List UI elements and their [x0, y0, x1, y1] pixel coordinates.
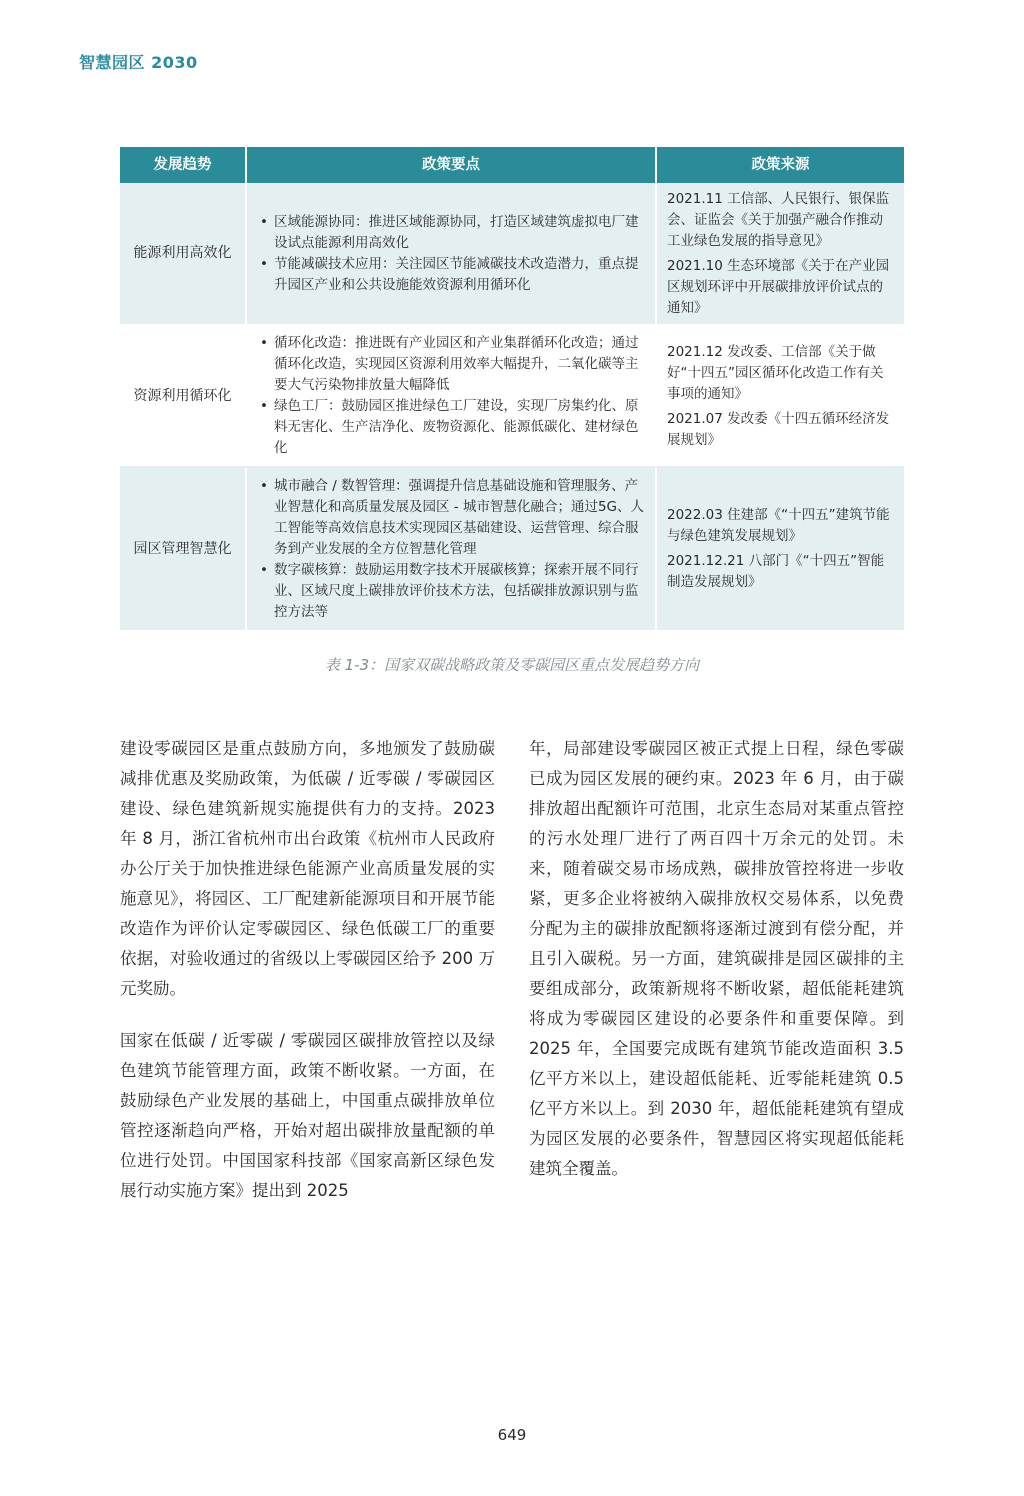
trend-cell: 能源利用高效化 — [120, 183, 246, 325]
running-title: 智慧园区 2030 — [79, 53, 198, 72]
policy-point: • 绿色工厂：鼓励园区推进绿色工厂建设，实现厂房集约化、原料无害化、生产洁净化、废物资源化、能源低碳化、建材绿色化 — [257, 396, 645, 459]
policy-point: • 循环化改造：推进既有产业园区和产业集群循环化改造；通过循环化改造，实现园区资源利用效率大幅提升，二氧化碳等主要大气污染物排放量大幅降低 — [257, 333, 645, 396]
body-paragraph: 国家在低碳 / 近零碳 / 零碳园区碳排放管控以及绿色建筑节能管理方面，政策不断收紧。一方面，在鼓励绿色产业发展的基础上，中国重点碳排放单位管控逐渐趋向严格，开始对超出碳排放量配额的单位进行处罚。中国国家科技部《国家高新区绿色发展行动实施方案》提出到 2025 — [120, 1031, 495, 1200]
column-header-source: 政策来源 — [656, 147, 904, 183]
policy-source: 2021.12 发改委、工信部《关于做好“十四五”园区循环化改造工作有关事项的通知》 — [667, 343, 884, 402]
points-cell — [246, 325, 656, 467]
source-cell — [656, 467, 904, 631]
points-cell — [246, 467, 656, 631]
table-header-row — [120, 147, 904, 183]
policy-source: 2021.10 生态环境部《关于在产业园区规划环评中开展碳排放评价试点的通知》 — [667, 257, 890, 316]
column-header-trend: 发展趋势 — [120, 147, 246, 183]
policy-point: • 数字碳核算：鼓励运用数字技术开展碳核算；探索开展不同行业、区域尺度上碳排放评价技术方法，包括碳排放源识别与监控方法等 — [257, 560, 645, 623]
policy-point: • 节能减碳技术应用：关注园区节能减碳技术改造潜力，重点提升园区产业和公共设施能效资源利用循环化 — [257, 254, 645, 296]
policy-point: • 区域能源协同：推进区域能源协同，打造区域建筑虚拟电厂建设试点能源利用高效化 — [257, 212, 645, 254]
body-column-left — [120, 734, 495, 1206]
source-cell — [656, 325, 904, 467]
body-column-right — [529, 734, 904, 1184]
points-cell — [246, 183, 656, 325]
table-row — [120, 183, 904, 325]
policy-source: 2021.07 发改委《十四五循环经济发展规划》 — [667, 410, 890, 448]
policy-source: 2021.12.21 八部门《“十四五”智能制造发展规划》 — [667, 553, 885, 590]
policy-source: 2021.11 工信部、人民银行、银保监会、证监会《关于加强产融合作推动工业绿色发展的指导意见》 — [667, 190, 890, 249]
column-header-points: 政策要点 — [246, 147, 656, 183]
source-cell — [656, 183, 904, 325]
policy-point: • 城市融合 / 数智管理：强调提升信息基础设施和管理服务、产业智慧化和高质量发展及园区 - 城市智慧化融合；通过5G、人工智能等高效信息技术实现园区基础建设、运营管理、综合服务到产业发展的全方位智慧化管理 — [257, 476, 645, 560]
policy-source: 2022.03 住建部《“十四五”建筑节能与绿色建筑发展规划》 — [667, 507, 890, 544]
trend-cell: 资源利用循环化 — [120, 325, 246, 467]
body-paragraph: 年，局部建设零碳园区被正式提上日程，绿色零碳已成为园区发展的硬约束。2023 年 6 月，由于碳排放超出配额许可范围，北京生态局对某重点管控的污水处理厂进行了两百四十万余元的处罚。未来，随着碳交易市场成熟，碳排放管控将进一步收紧，更多企业将被纳入碳排放权交易体系，以免费分配为主的碳排放配额将逐渐过渡到有偿分配，并且引入碳税。另一方面，建筑碳排是园区碳排的主要组成部分，政策新规将不断收紧，超低能耗建筑将成为零碳园区建设的必要条件和重要保障。到 2025 年，全国要完成既有建筑节能改造面积 3.5 亿平方米以上，建设超低能耗、近零能耗建筑 0.5 亿平方米以上。到 2030 年，超低能耗建筑有望成为园区发展的必要条件，智慧园区将实现超低能耗建筑全覆盖。 — [529, 739, 904, 1178]
body-paragraph: 建设零碳园区是重点鼓励方向，多地颁发了鼓励碳减排优惠及奖励政策，为低碳 / 近零碳 / 零碳园区建设、绿色建筑新规实施提供有力的支持。2023 年 8 月，浙江省杭州市出台政策《杭州市人民政府办公厅关于加快推进绿色能源产业高质量发展的实施意见》，将园区、工厂配建新能源项目和开展节能改造作为评价认定零碳园区、绿色低碳工厂的重要依据，对验收通过的省级以上零碳园区给予 200 万元奖励。 — [120, 739, 495, 998]
page-number: 649 — [497, 1426, 527, 1444]
table-row — [120, 467, 904, 631]
trend-cell: 园区管理智慧化 — [120, 467, 246, 631]
table-row — [120, 325, 904, 467]
policy-table — [120, 147, 904, 632]
table-caption: 表 1-3：国家双碳战略政策及零碳园区重点发展趋势方向 — [324, 656, 700, 674]
